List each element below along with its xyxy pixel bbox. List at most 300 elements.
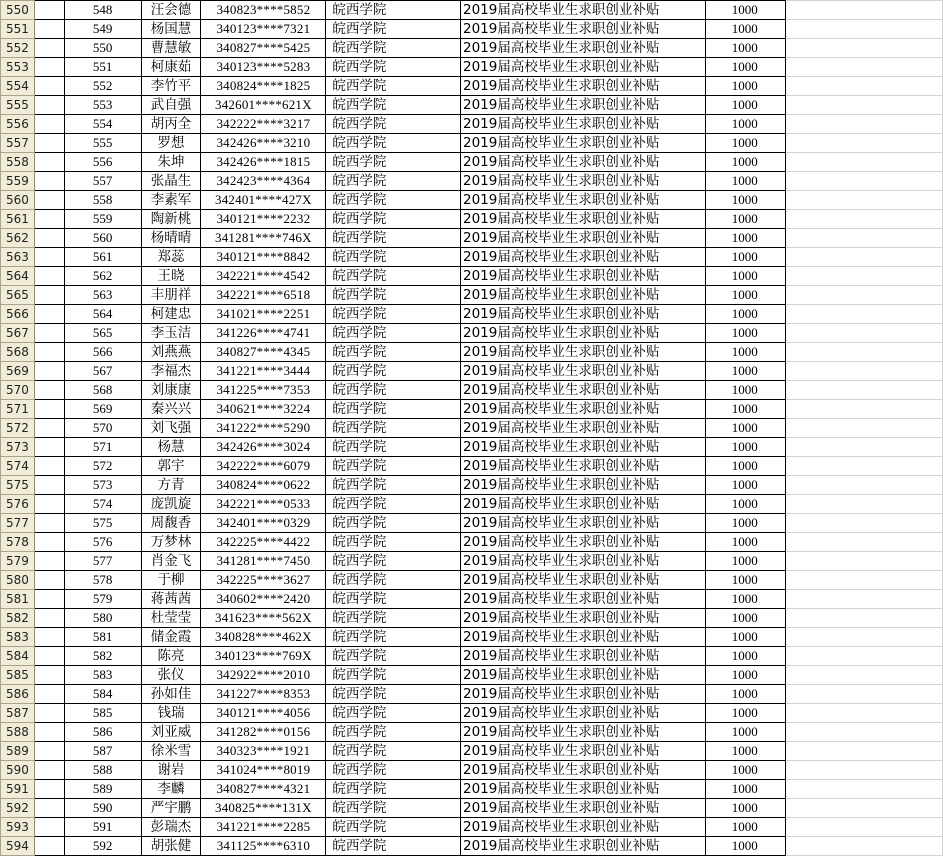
amount-cell[interactable]: 1000 <box>705 533 785 552</box>
blank-cell[interactable] <box>34 210 64 229</box>
amount-cell[interactable]: 1000 <box>705 723 785 742</box>
school-cell[interactable]: 皖西学院 <box>326 742 461 761</box>
school-cell[interactable]: 皖西学院 <box>326 267 461 286</box>
name-cell[interactable]: 刘燕燕 <box>141 343 201 362</box>
blank-cell[interactable] <box>34 495 64 514</box>
subsidy-item-cell[interactable]: 2019届高校毕业生求职创业补贴 <box>460 419 705 438</box>
blank-cell[interactable] <box>34 381 64 400</box>
name-cell[interactable]: 李福杰 <box>141 362 201 381</box>
empty-cell[interactable] <box>785 495 942 514</box>
row-header[interactable]: 570 <box>1 381 35 400</box>
blank-cell[interactable] <box>34 286 64 305</box>
school-cell[interactable]: 皖西学院 <box>326 780 461 799</box>
row-header[interactable]: 578 <box>1 533 35 552</box>
row-header[interactable]: 562 <box>1 229 35 248</box>
empty-cell[interactable] <box>785 115 942 134</box>
table-row[interactable] <box>1 381 943 400</box>
table-row[interactable] <box>1 685 943 704</box>
serial-number-cell[interactable]: 554 <box>64 115 141 134</box>
amount-cell[interactable]: 1000 <box>705 514 785 533</box>
amount-cell[interactable]: 1000 <box>705 685 785 704</box>
subsidy-item-cell[interactable]: 2019届高校毕业生求职创业补贴 <box>460 153 705 172</box>
serial-number-cell[interactable]: 552 <box>64 77 141 96</box>
blank-cell[interactable] <box>34 96 64 115</box>
empty-cell[interactable] <box>785 723 942 742</box>
school-cell[interactable]: 皖西学院 <box>326 153 461 172</box>
name-cell[interactable]: 杨国慧 <box>141 20 201 39</box>
blank-cell[interactable] <box>34 723 64 742</box>
table-row[interactable] <box>1 818 943 837</box>
amount-cell[interactable]: 1000 <box>705 495 785 514</box>
row-header[interactable]: 564 <box>1 267 35 286</box>
serial-number-cell[interactable]: 562 <box>64 267 141 286</box>
name-cell[interactable]: 曹慧敏 <box>141 39 201 58</box>
empty-cell[interactable] <box>785 799 942 818</box>
school-cell[interactable]: 皖西学院 <box>326 77 461 96</box>
serial-number-cell[interactable]: 551 <box>64 58 141 77</box>
blank-cell[interactable] <box>34 248 64 267</box>
id-number-cell[interactable]: 340828****462X <box>201 628 326 647</box>
blank-cell[interactable] <box>34 552 64 571</box>
id-number-cell[interactable]: 342426****3024 <box>201 438 326 457</box>
id-number-cell[interactable]: 340602****2420 <box>201 590 326 609</box>
subsidy-item-cell[interactable]: 2019届高校毕业生求职创业补贴 <box>460 666 705 685</box>
empty-cell[interactable] <box>785 267 942 286</box>
name-cell[interactable]: 柯康茹 <box>141 58 201 77</box>
id-number-cell[interactable]: 341221****2285 <box>201 818 326 837</box>
id-number-cell[interactable]: 340823****5852 <box>201 1 326 20</box>
table-row[interactable] <box>1 761 943 780</box>
school-cell[interactable]: 皖西学院 <box>326 343 461 362</box>
blank-cell[interactable] <box>34 457 64 476</box>
row-header[interactable]: 593 <box>1 818 35 837</box>
table-row[interactable] <box>1 134 943 153</box>
school-cell[interactable]: 皖西学院 <box>326 324 461 343</box>
name-cell[interactable]: 丰朋祥 <box>141 286 201 305</box>
blank-cell[interactable] <box>34 134 64 153</box>
school-cell[interactable]: 皖西学院 <box>326 248 461 267</box>
school-cell[interactable]: 皖西学院 <box>326 533 461 552</box>
blank-cell[interactable] <box>34 362 64 381</box>
empty-cell[interactable] <box>785 343 942 362</box>
amount-cell[interactable]: 1000 <box>705 324 785 343</box>
serial-number-cell[interactable]: 570 <box>64 419 141 438</box>
name-cell[interactable]: 张仪 <box>141 666 201 685</box>
id-number-cell[interactable]: 341222****5290 <box>201 419 326 438</box>
serial-number-cell[interactable]: 579 <box>64 590 141 609</box>
amount-cell[interactable]: 1000 <box>705 457 785 476</box>
table-row[interactable] <box>1 495 943 514</box>
name-cell[interactable]: 钱瑞 <box>141 704 201 723</box>
row-header[interactable]: 559 <box>1 172 35 191</box>
row-header[interactable]: 573 <box>1 438 35 457</box>
table-row[interactable] <box>1 666 943 685</box>
serial-number-cell[interactable]: 553 <box>64 96 141 115</box>
empty-cell[interactable] <box>785 58 942 77</box>
empty-cell[interactable] <box>785 837 942 856</box>
empty-cell[interactable] <box>785 533 942 552</box>
name-cell[interactable]: 陶新桃 <box>141 210 201 229</box>
school-cell[interactable]: 皖西学院 <box>326 552 461 571</box>
empty-cell[interactable] <box>785 590 942 609</box>
name-cell[interactable]: 李素军 <box>141 191 201 210</box>
row-header[interactable]: 591 <box>1 780 35 799</box>
subsidy-item-cell[interactable]: 2019届高校毕业生求职创业补贴 <box>460 1 705 20</box>
row-header[interactable]: 566 <box>1 305 35 324</box>
id-number-cell[interactable]: 342922****2010 <box>201 666 326 685</box>
row-header[interactable]: 561 <box>1 210 35 229</box>
subsidy-item-cell[interactable]: 2019届高校毕业生求职创业补贴 <box>460 172 705 191</box>
name-cell[interactable]: 陈亮 <box>141 647 201 666</box>
school-cell[interactable]: 皖西学院 <box>326 58 461 77</box>
id-number-cell[interactable]: 340121****8842 <box>201 248 326 267</box>
id-number-cell[interactable]: 341227****8353 <box>201 685 326 704</box>
table-row[interactable] <box>1 438 943 457</box>
school-cell[interactable]: 皖西学院 <box>326 381 461 400</box>
row-header[interactable]: 550 <box>1 1 35 20</box>
table-row[interactable] <box>1 780 943 799</box>
table-row[interactable] <box>1 476 943 495</box>
id-number-cell[interactable]: 342426****3210 <box>201 134 326 153</box>
id-number-cell[interactable]: 342225****3627 <box>201 571 326 590</box>
serial-number-cell[interactable]: 576 <box>64 533 141 552</box>
table-row[interactable] <box>1 457 943 476</box>
subsidy-item-cell[interactable]: 2019届高校毕业生求职创业补贴 <box>460 248 705 267</box>
table-row[interactable] <box>1 552 943 571</box>
empty-cell[interactable] <box>785 476 942 495</box>
subsidy-item-cell[interactable]: 2019届高校毕业生求职创业补贴 <box>460 780 705 799</box>
serial-number-cell[interactable]: 580 <box>64 609 141 628</box>
id-number-cell[interactable]: 340824****1825 <box>201 77 326 96</box>
id-number-cell[interactable]: 340121****4056 <box>201 704 326 723</box>
amount-cell[interactable]: 1000 <box>705 818 785 837</box>
row-header[interactable]: 551 <box>1 20 35 39</box>
amount-cell[interactable]: 1000 <box>705 837 785 856</box>
serial-number-cell[interactable]: 585 <box>64 704 141 723</box>
name-cell[interactable]: 李竹平 <box>141 77 201 96</box>
school-cell[interactable]: 皖西学院 <box>326 571 461 590</box>
empty-cell[interactable] <box>785 400 942 419</box>
name-cell[interactable]: 柯建忠 <box>141 305 201 324</box>
row-header[interactable]: 579 <box>1 552 35 571</box>
empty-cell[interactable] <box>785 248 942 267</box>
id-number-cell[interactable]: 340825****131X <box>201 799 326 818</box>
subsidy-item-cell[interactable]: 2019届高校毕业生求职创业补贴 <box>460 20 705 39</box>
table-row[interactable] <box>1 39 943 58</box>
subsidy-item-cell[interactable]: 2019届高校毕业生求职创业补贴 <box>460 400 705 419</box>
blank-cell[interactable] <box>34 837 64 856</box>
serial-number-cell[interactable]: 548 <box>64 1 141 20</box>
amount-cell[interactable]: 1000 <box>705 115 785 134</box>
table-row[interactable] <box>1 1 943 20</box>
empty-cell[interactable] <box>785 229 942 248</box>
table-row[interactable] <box>1 742 943 761</box>
blank-cell[interactable] <box>34 191 64 210</box>
amount-cell[interactable]: 1000 <box>705 419 785 438</box>
serial-number-cell[interactable]: 571 <box>64 438 141 457</box>
row-header[interactable]: 585 <box>1 666 35 685</box>
id-number-cell[interactable]: 342423****4364 <box>201 172 326 191</box>
amount-cell[interactable]: 1000 <box>705 742 785 761</box>
serial-number-cell[interactable]: 582 <box>64 647 141 666</box>
subsidy-item-cell[interactable]: 2019届高校毕业生求职创业补贴 <box>460 799 705 818</box>
id-number-cell[interactable]: 340123****5283 <box>201 58 326 77</box>
id-number-cell[interactable]: 341623****562X <box>201 609 326 628</box>
amount-cell[interactable]: 1000 <box>705 438 785 457</box>
subsidy-item-cell[interactable]: 2019届高校毕业生求职创业补贴 <box>460 77 705 96</box>
table-row[interactable] <box>1 533 943 552</box>
amount-cell[interactable]: 1000 <box>705 191 785 210</box>
serial-number-cell[interactable]: 590 <box>64 799 141 818</box>
subsidy-item-cell[interactable]: 2019届高校毕业生求职创业补贴 <box>460 362 705 381</box>
amount-cell[interactable]: 1000 <box>705 210 785 229</box>
name-cell[interactable]: 张晶生 <box>141 172 201 191</box>
name-cell[interactable]: 谢岩 <box>141 761 201 780</box>
table-row[interactable] <box>1 191 943 210</box>
serial-number-cell[interactable]: 564 <box>64 305 141 324</box>
blank-cell[interactable] <box>34 666 64 685</box>
empty-cell[interactable] <box>785 457 942 476</box>
empty-cell[interactable] <box>785 134 942 153</box>
table-row[interactable] <box>1 324 943 343</box>
serial-number-cell[interactable]: 566 <box>64 343 141 362</box>
serial-number-cell[interactable]: 586 <box>64 723 141 742</box>
blank-cell[interactable] <box>34 742 64 761</box>
amount-cell[interactable]: 1000 <box>705 134 785 153</box>
name-cell[interactable]: 胡张健 <box>141 837 201 856</box>
table-row[interactable] <box>1 514 943 533</box>
school-cell[interactable]: 皖西学院 <box>326 837 461 856</box>
empty-cell[interactable] <box>785 153 942 172</box>
name-cell[interactable]: 罗想 <box>141 134 201 153</box>
subsidy-item-cell[interactable]: 2019届高校毕业生求职创业补贴 <box>460 229 705 248</box>
amount-cell[interactable]: 1000 <box>705 761 785 780</box>
blank-cell[interactable] <box>34 400 64 419</box>
name-cell[interactable]: 刘康康 <box>141 381 201 400</box>
subsidy-item-cell[interactable]: 2019届高校毕业生求职创业补贴 <box>460 210 705 229</box>
subsidy-item-cell[interactable]: 2019届高校毕业生求职创业补贴 <box>460 476 705 495</box>
empty-cell[interactable] <box>785 172 942 191</box>
serial-number-cell[interactable]: 560 <box>64 229 141 248</box>
id-number-cell[interactable]: 342426****1815 <box>201 153 326 172</box>
school-cell[interactable]: 皖西学院 <box>326 286 461 305</box>
blank-cell[interactable] <box>34 799 64 818</box>
table-row[interactable] <box>1 248 943 267</box>
amount-cell[interactable]: 1000 <box>705 400 785 419</box>
school-cell[interactable]: 皖西学院 <box>326 20 461 39</box>
subsidy-item-cell[interactable]: 2019届高校毕业生求职创业补贴 <box>460 590 705 609</box>
empty-cell[interactable] <box>785 666 942 685</box>
subsidy-item-cell[interactable]: 2019届高校毕业生求职创业补贴 <box>460 552 705 571</box>
empty-cell[interactable] <box>785 742 942 761</box>
empty-cell[interactable] <box>785 20 942 39</box>
subsidy-item-cell[interactable]: 2019届高校毕业生求职创业补贴 <box>460 533 705 552</box>
subsidy-item-cell[interactable]: 2019届高校毕业生求职创业补贴 <box>460 761 705 780</box>
id-number-cell[interactable]: 342401****427X <box>201 191 326 210</box>
row-header[interactable]: 584 <box>1 647 35 666</box>
amount-cell[interactable]: 1000 <box>705 20 785 39</box>
amount-cell[interactable]: 1000 <box>705 229 785 248</box>
id-number-cell[interactable]: 340123****769X <box>201 647 326 666</box>
empty-cell[interactable] <box>785 609 942 628</box>
empty-cell[interactable] <box>785 419 942 438</box>
row-header[interactable]: 588 <box>1 723 35 742</box>
amount-cell[interactable]: 1000 <box>705 362 785 381</box>
blank-cell[interactable] <box>34 647 64 666</box>
blank-cell[interactable] <box>34 514 64 533</box>
empty-cell[interactable] <box>785 1 942 20</box>
serial-number-cell[interactable]: 565 <box>64 324 141 343</box>
row-header[interactable]: 576 <box>1 495 35 514</box>
blank-cell[interactable] <box>34 58 64 77</box>
table-row[interactable] <box>1 704 943 723</box>
id-number-cell[interactable]: 342225****4422 <box>201 533 326 552</box>
serial-number-cell[interactable]: 578 <box>64 571 141 590</box>
blank-cell[interactable] <box>34 324 64 343</box>
amount-cell[interactable]: 1000 <box>705 590 785 609</box>
id-number-cell[interactable]: 342221****6518 <box>201 286 326 305</box>
subsidy-item-cell[interactable]: 2019届高校毕业生求职创业补贴 <box>460 723 705 742</box>
serial-number-cell[interactable]: 581 <box>64 628 141 647</box>
empty-cell[interactable] <box>785 96 942 115</box>
amount-cell[interactable]: 1000 <box>705 571 785 590</box>
table-row[interactable] <box>1 571 943 590</box>
serial-number-cell[interactable]: 549 <box>64 20 141 39</box>
row-header[interactable]: 592 <box>1 799 35 818</box>
row-header[interactable]: 568 <box>1 343 35 362</box>
serial-number-cell[interactable]: 592 <box>64 837 141 856</box>
school-cell[interactable]: 皖西学院 <box>326 799 461 818</box>
name-cell[interactable]: 储金霞 <box>141 628 201 647</box>
id-number-cell[interactable]: 340323****1921 <box>201 742 326 761</box>
row-header[interactable]: 565 <box>1 286 35 305</box>
blank-cell[interactable] <box>34 761 64 780</box>
subsidy-item-cell[interactable]: 2019届高校毕业生求职创业补贴 <box>460 438 705 457</box>
id-number-cell[interactable]: 342221****0533 <box>201 495 326 514</box>
row-header[interactable]: 581 <box>1 590 35 609</box>
table-row[interactable] <box>1 400 943 419</box>
subsidy-item-cell[interactable]: 2019届高校毕业生求职创业补贴 <box>460 609 705 628</box>
blank-cell[interactable] <box>34 20 64 39</box>
amount-cell[interactable]: 1000 <box>705 780 785 799</box>
serial-number-cell[interactable]: 583 <box>64 666 141 685</box>
name-cell[interactable]: 刘亚威 <box>141 723 201 742</box>
serial-number-cell[interactable]: 561 <box>64 248 141 267</box>
amount-cell[interactable]: 1000 <box>705 248 785 267</box>
serial-number-cell[interactable]: 589 <box>64 780 141 799</box>
id-number-cell[interactable]: 341282****0156 <box>201 723 326 742</box>
row-header[interactable]: 580 <box>1 571 35 590</box>
id-number-cell[interactable]: 340824****0622 <box>201 476 326 495</box>
school-cell[interactable]: 皖西学院 <box>326 590 461 609</box>
amount-cell[interactable]: 1000 <box>705 96 785 115</box>
name-cell[interactable]: 杨慧 <box>141 438 201 457</box>
amount-cell[interactable]: 1000 <box>705 609 785 628</box>
subsidy-item-cell[interactable]: 2019届高校毕业生求职创业补贴 <box>460 742 705 761</box>
name-cell[interactable]: 徐米雪 <box>141 742 201 761</box>
name-cell[interactable]: 方青 <box>141 476 201 495</box>
row-header[interactable]: 569 <box>1 362 35 381</box>
amount-cell[interactable]: 1000 <box>705 286 785 305</box>
serial-number-cell[interactable]: 557 <box>64 172 141 191</box>
blank-cell[interactable] <box>34 39 64 58</box>
serial-number-cell[interactable]: 587 <box>64 742 141 761</box>
name-cell[interactable]: 杜莹莹 <box>141 609 201 628</box>
school-cell[interactable]: 皖西学院 <box>326 96 461 115</box>
row-header[interactable]: 556 <box>1 115 35 134</box>
table-row[interactable] <box>1 267 943 286</box>
row-header[interactable]: 594 <box>1 837 35 856</box>
blank-cell[interactable] <box>34 533 64 552</box>
row-header[interactable]: 583 <box>1 628 35 647</box>
serial-number-cell[interactable]: 568 <box>64 381 141 400</box>
blank-cell[interactable] <box>34 628 64 647</box>
id-number-cell[interactable]: 341221****3444 <box>201 362 326 381</box>
table-row[interactable] <box>1 58 943 77</box>
empty-cell[interactable] <box>785 210 942 229</box>
name-cell[interactable]: 武自强 <box>141 96 201 115</box>
amount-cell[interactable]: 1000 <box>705 343 785 362</box>
empty-cell[interactable] <box>785 552 942 571</box>
blank-cell[interactable] <box>34 571 64 590</box>
subsidy-item-cell[interactable]: 2019届高校毕业生求职创业补贴 <box>460 115 705 134</box>
subsidy-item-cell[interactable]: 2019届高校毕业生求职创业补贴 <box>460 647 705 666</box>
blank-cell[interactable] <box>34 172 64 191</box>
empty-cell[interactable] <box>785 704 942 723</box>
school-cell[interactable]: 皖西学院 <box>326 495 461 514</box>
serial-number-cell[interactable]: 550 <box>64 39 141 58</box>
amount-cell[interactable]: 1000 <box>705 77 785 96</box>
amount-cell[interactable]: 1000 <box>705 647 785 666</box>
id-number-cell[interactable]: 340827****5425 <box>201 39 326 58</box>
serial-number-cell[interactable]: 563 <box>64 286 141 305</box>
row-header[interactable]: 590 <box>1 761 35 780</box>
school-cell[interactable]: 皖西学院 <box>326 628 461 647</box>
blank-cell[interactable] <box>34 153 64 172</box>
amount-cell[interactable]: 1000 <box>705 153 785 172</box>
serial-number-cell[interactable]: 577 <box>64 552 141 571</box>
subsidy-item-cell[interactable]: 2019届高校毕业生求职创业补贴 <box>460 286 705 305</box>
subsidy-item-cell[interactable]: 2019届高校毕业生求职创业补贴 <box>460 267 705 286</box>
row-header[interactable]: 563 <box>1 248 35 267</box>
amount-cell[interactable]: 1000 <box>705 799 785 818</box>
empty-cell[interactable] <box>785 77 942 96</box>
subsidy-item-cell[interactable]: 2019届高校毕业生求职创业补贴 <box>460 343 705 362</box>
school-cell[interactable]: 皖西学院 <box>326 647 461 666</box>
amount-cell[interactable]: 1000 <box>705 58 785 77</box>
school-cell[interactable]: 皖西学院 <box>326 400 461 419</box>
row-header[interactable]: 558 <box>1 153 35 172</box>
name-cell[interactable]: 胡丙全 <box>141 115 201 134</box>
amount-cell[interactable]: 1000 <box>705 628 785 647</box>
blank-cell[interactable] <box>34 305 64 324</box>
subsidy-item-cell[interactable]: 2019届高校毕业生求职创业补贴 <box>460 837 705 856</box>
empty-cell[interactable] <box>785 324 942 343</box>
subsidy-item-cell[interactable]: 2019届高校毕业生求职创业补贴 <box>460 495 705 514</box>
school-cell[interactable]: 皖西学院 <box>326 609 461 628</box>
empty-cell[interactable] <box>785 761 942 780</box>
row-header[interactable]: 572 <box>1 419 35 438</box>
id-number-cell[interactable]: 341281****746X <box>201 229 326 248</box>
school-cell[interactable]: 皖西学院 <box>326 514 461 533</box>
empty-cell[interactable] <box>785 571 942 590</box>
id-number-cell[interactable]: 341125****6310 <box>201 837 326 856</box>
serial-number-cell[interactable]: 569 <box>64 400 141 419</box>
serial-number-cell[interactable]: 567 <box>64 362 141 381</box>
school-cell[interactable]: 皖西学院 <box>326 1 461 20</box>
subsidy-item-cell[interactable]: 2019届高校毕业生求职创业补贴 <box>460 58 705 77</box>
empty-cell[interactable] <box>785 780 942 799</box>
